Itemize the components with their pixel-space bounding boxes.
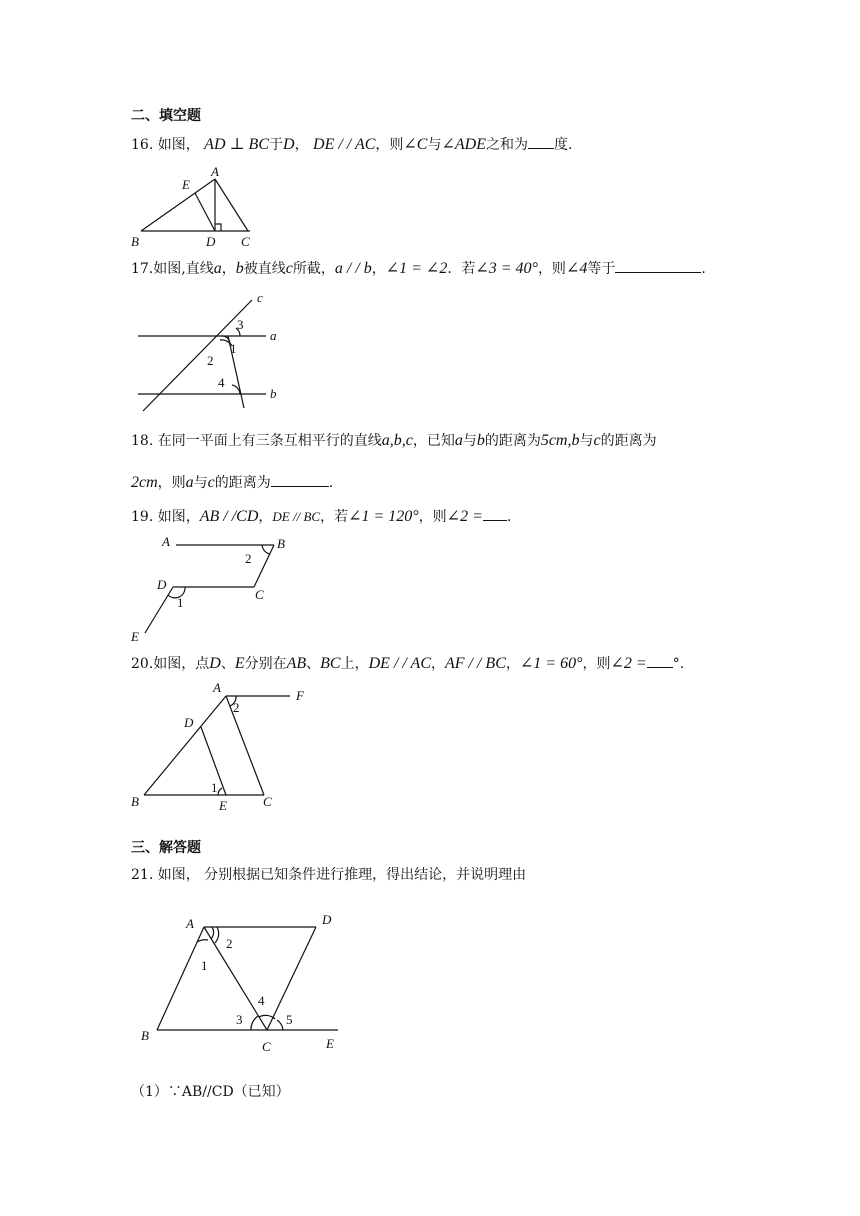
math-expression: DE / / AC bbox=[368, 655, 431, 672]
math-expression: DE / / AC bbox=[313, 136, 376, 153]
label-D: D bbox=[184, 715, 194, 730]
math-expression: D bbox=[209, 655, 221, 672]
label-1: 1 bbox=[211, 780, 218, 795]
question-text: 在同一平面上有三条互相平行的直线 bbox=[157, 433, 382, 449]
question-text: ．若 bbox=[447, 261, 476, 277]
question-text: ，若 bbox=[320, 509, 349, 525]
question-text: . bbox=[701, 261, 706, 277]
label-4: 4 bbox=[218, 375, 225, 390]
label-D: D bbox=[206, 234, 216, 249]
math-expression: DE // BC bbox=[272, 509, 321, 524]
math-expression: AB / /CD bbox=[199, 508, 259, 525]
label-A: A bbox=[162, 534, 170, 549]
label-2: 2 bbox=[207, 353, 214, 368]
math-expression: AD ⊥ BC bbox=[204, 136, 269, 153]
label-1: 1 bbox=[201, 958, 208, 973]
math-expression: ∠3 = 40° bbox=[475, 260, 538, 277]
label-D: D bbox=[322, 912, 332, 927]
label-2: 2 bbox=[226, 936, 233, 951]
math-expression: a,b,c bbox=[381, 432, 413, 449]
math-expression: E bbox=[234, 655, 245, 672]
question-text: 如图， bbox=[157, 509, 200, 525]
label-1: 1 bbox=[177, 595, 184, 610]
math-expression: c bbox=[285, 260, 293, 277]
math-expression: ∠C bbox=[403, 136, 428, 153]
question-text: 与 bbox=[462, 433, 477, 449]
label-A: A bbox=[186, 916, 194, 931]
question-number: 17. bbox=[131, 261, 154, 277]
question-text: ， bbox=[258, 509, 273, 525]
math-expression: 5cm,b bbox=[540, 432, 580, 449]
math-expression: c bbox=[207, 474, 215, 491]
label-c: c bbox=[257, 290, 263, 305]
question-text: 所截， bbox=[292, 261, 335, 277]
math-expression: ∠2 = bbox=[446, 508, 483, 525]
math-expression: a bbox=[185, 474, 194, 491]
label-3: 3 bbox=[236, 1012, 243, 1027]
section-title-fill-blank: 二、填空题 bbox=[131, 108, 201, 124]
question-21-part1: （1）∵AB//CD（已知） bbox=[131, 1084, 290, 1100]
math-expression: AB bbox=[286, 655, 307, 672]
question-text: 与 bbox=[579, 433, 594, 449]
label-B: B bbox=[131, 794, 139, 809]
label-b: b bbox=[270, 386, 277, 401]
question-text: °. bbox=[672, 656, 685, 672]
question-text: ， bbox=[221, 261, 236, 277]
question-number: 20. bbox=[131, 656, 154, 672]
question-text: 、 bbox=[306, 656, 321, 672]
label-F: F bbox=[296, 688, 304, 703]
question-text: ， bbox=[294, 137, 309, 153]
question-text: . bbox=[328, 475, 334, 491]
label-2: 2 bbox=[245, 551, 252, 566]
question-text: 于 bbox=[269, 137, 283, 153]
math-expression: AF / / BC bbox=[444, 655, 506, 672]
question-text: 等于 bbox=[587, 261, 616, 277]
math-expression: b bbox=[476, 432, 485, 449]
label-A: A bbox=[211, 164, 219, 179]
question-text: 与 bbox=[193, 475, 208, 491]
math-expression: c bbox=[593, 432, 601, 449]
question-text: ， bbox=[371, 261, 386, 277]
math-expression: b bbox=[235, 260, 244, 277]
math-expression: a / / b bbox=[334, 260, 372, 277]
question-text: 被直线 bbox=[243, 261, 286, 277]
math-expression: ∠1 = 120° bbox=[348, 508, 419, 525]
label-A: A bbox=[213, 680, 221, 695]
label-E: E bbox=[326, 1036, 334, 1051]
question-text: ，则 bbox=[375, 137, 404, 153]
label-C: C bbox=[262, 1039, 271, 1054]
question-text: 的距离为 bbox=[600, 433, 657, 449]
question-text: 如图,直线 bbox=[153, 261, 214, 277]
label-4: 4 bbox=[258, 993, 265, 1008]
question-number: 21. bbox=[131, 867, 154, 883]
label-1: 1 bbox=[230, 341, 237, 356]
label-C: C bbox=[255, 587, 264, 602]
question-number: 18. bbox=[131, 433, 154, 449]
label-C: C bbox=[241, 234, 250, 249]
question-text: . bbox=[506, 509, 512, 525]
label-B: B bbox=[141, 1028, 149, 1043]
label-B: B bbox=[131, 234, 139, 249]
label-E: E bbox=[182, 177, 190, 192]
label-3: 3 bbox=[237, 317, 244, 332]
math-expression: a bbox=[213, 260, 222, 277]
question-text: 的距离为 bbox=[484, 433, 541, 449]
label-5: 5 bbox=[286, 1012, 293, 1027]
question-text: ， bbox=[430, 656, 445, 672]
math-expression: BC bbox=[320, 655, 341, 672]
question-text: 如图， 分别根据已知条件进行推理，得出结论，并说明理由 bbox=[157, 867, 527, 883]
math-expression: ∠1 = ∠2 bbox=[385, 260, 448, 277]
math-expression: ∠ADE bbox=[441, 136, 486, 153]
question-text: 分别在 bbox=[244, 656, 287, 672]
question-text: ，则 bbox=[418, 509, 447, 525]
question-text: 的距离为 bbox=[214, 475, 271, 491]
question-number: 19. bbox=[131, 509, 154, 525]
label-D: D bbox=[157, 577, 167, 592]
label-a: a bbox=[270, 328, 277, 343]
question-text: ，则 bbox=[157, 475, 186, 491]
question-text: 上， bbox=[340, 656, 369, 672]
question-text: 如图，点 bbox=[153, 656, 210, 672]
label-E: E bbox=[219, 798, 227, 813]
math-expression: ∠1 = 60° bbox=[519, 655, 583, 672]
question-number: 16. bbox=[131, 137, 154, 153]
label-B: B bbox=[277, 536, 285, 551]
label-E: E bbox=[131, 629, 139, 644]
question-text: ， bbox=[505, 656, 520, 672]
math-expression: 2cm bbox=[131, 474, 158, 491]
math-expression: ∠4 bbox=[565, 260, 588, 277]
question-text: ，则 bbox=[582, 656, 611, 672]
question-text: ，则 bbox=[537, 261, 566, 277]
math-expression: a bbox=[454, 432, 463, 449]
label-C: C bbox=[263, 794, 272, 809]
label-2: 2 bbox=[233, 700, 240, 715]
section-title-solve: 三、解答题 bbox=[131, 840, 201, 856]
question-text: 如图， bbox=[157, 137, 200, 153]
question-text: 、 bbox=[220, 656, 235, 672]
question-text: 度. bbox=[553, 137, 573, 153]
question-text: ，已知 bbox=[412, 433, 455, 449]
question-text: 与 bbox=[427, 137, 442, 153]
math-expression: D bbox=[283, 136, 295, 153]
question-text: 之和为 bbox=[485, 137, 528, 153]
math-expression: ∠2 = bbox=[610, 655, 647, 672]
